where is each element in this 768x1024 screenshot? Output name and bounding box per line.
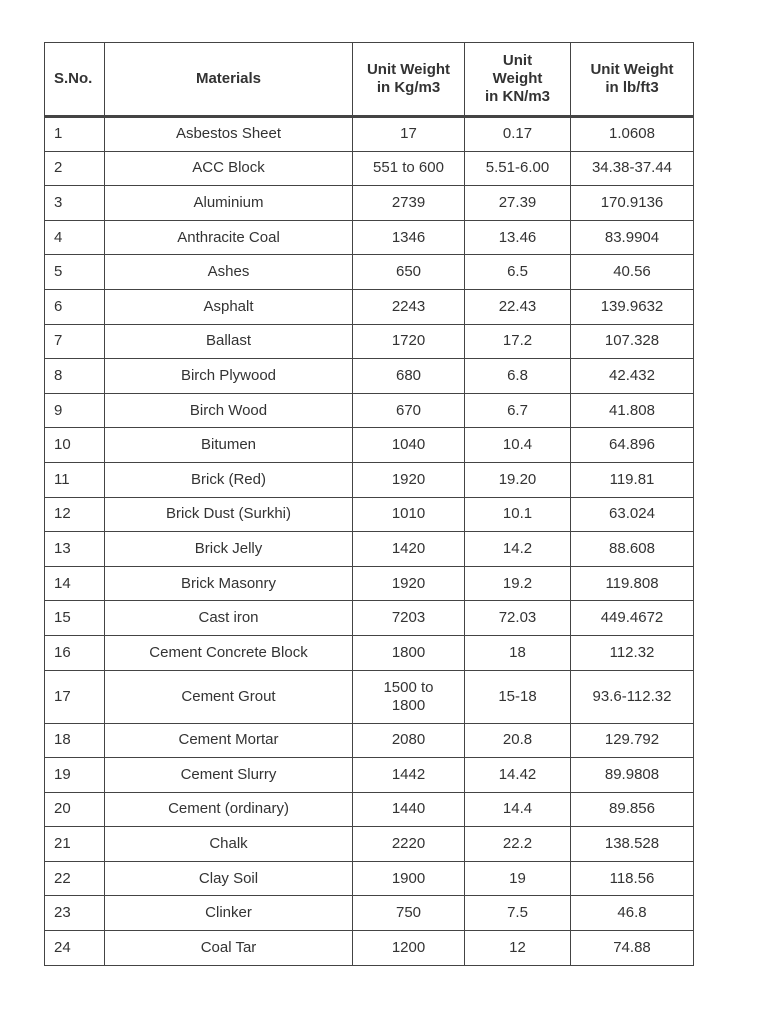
- cell-material: Cement Concrete Block: [105, 635, 353, 670]
- cell-unit-weight-kg-m3: 1800: [353, 635, 465, 670]
- cell-sno: 21: [45, 827, 105, 862]
- table-row: [45, 462, 694, 497]
- table-body: [45, 117, 694, 966]
- cell-sno: 15: [45, 601, 105, 636]
- cell-unit-weight-lb-ft3: 40.56: [571, 255, 694, 290]
- cell-unit-weight-kg-m3: 551 to 600: [353, 151, 465, 186]
- table-row: [45, 931, 694, 966]
- cell-unit-weight-kg-m3: 750: [353, 896, 465, 931]
- cell-unit-weight-kg-m3: 1040: [353, 428, 465, 463]
- cell-unit-weight-kn-m3: 15-18: [465, 670, 571, 723]
- cell-sno: 12: [45, 497, 105, 532]
- cell-unit-weight-kg-m3: 1720: [353, 324, 465, 359]
- cell-unit-weight-kg-m3: 1920: [353, 462, 465, 497]
- cell-sno: 24: [45, 931, 105, 966]
- cell-unit-weight-kn-m3: 14.2: [465, 532, 571, 567]
- cell-unit-weight-kg-m3: 1440: [353, 792, 465, 827]
- cell-unit-weight-kg-m3: 1010: [353, 497, 465, 532]
- cell-material: Ashes: [105, 255, 353, 290]
- cell-sno: 4: [45, 220, 105, 255]
- cell-unit-weight-lb-ft3: 88.608: [571, 532, 694, 567]
- table-row: [45, 186, 694, 221]
- table-row: [45, 428, 694, 463]
- cell-unit-weight-lb-ft3: 119.808: [571, 566, 694, 601]
- cell-material: Anthracite Coal: [105, 220, 353, 255]
- cell-unit-weight-kg-m3: 2739: [353, 186, 465, 221]
- cell-sno: 16: [45, 635, 105, 670]
- cell-unit-weight-kn-m3: 6.8: [465, 359, 571, 394]
- cell-unit-weight-kn-m3: 6.7: [465, 393, 571, 428]
- cell-unit-weight-kg-m3: 1420: [353, 532, 465, 567]
- table-row: [45, 861, 694, 896]
- cell-unit-weight-lb-ft3: 112.32: [571, 635, 694, 670]
- cell-unit-weight-lb-ft3: 83.9904: [571, 220, 694, 255]
- cell-unit-weight-kn-m3: 17.2: [465, 324, 571, 359]
- table-row: [45, 896, 694, 931]
- cell-unit-weight-kg-m3: 2080: [353, 723, 465, 758]
- cell-unit-weight-lb-ft3: 129.792: [571, 723, 694, 758]
- cell-sno: 17: [45, 670, 105, 723]
- cell-unit-weight-kn-m3: 7.5: [465, 896, 571, 931]
- cell-material: Brick Masonry: [105, 566, 353, 601]
- header-materials: Materials: [105, 43, 353, 117]
- table-row: [45, 601, 694, 636]
- table-row: [45, 723, 694, 758]
- cell-unit-weight-kg-m3: 680: [353, 359, 465, 394]
- cell-sno: 8: [45, 359, 105, 394]
- cell-material: ACC Block: [105, 151, 353, 186]
- cell-unit-weight-kn-m3: 22.43: [465, 289, 571, 324]
- cell-sno: 3: [45, 186, 105, 221]
- cell-sno: 5: [45, 255, 105, 290]
- cell-unit-weight-kg-m3: 650: [353, 255, 465, 290]
- header-sno: S.No.: [45, 43, 105, 117]
- header-unit-weight-lb-ft3: Unit Weight in lb/ft3: [571, 43, 694, 117]
- cell-unit-weight-kg-m3: 1500 to 1800: [353, 670, 465, 723]
- cell-unit-weight-lb-ft3: 170.9136: [571, 186, 694, 221]
- cell-unit-weight-kn-m3: 14.4: [465, 792, 571, 827]
- table-row: [45, 220, 694, 255]
- cell-unit-weight-lb-ft3: 118.56: [571, 861, 694, 896]
- cell-material: Birch Plywood: [105, 359, 353, 394]
- cell-unit-weight-kg-m3: 7203: [353, 601, 465, 636]
- cell-sno: 19: [45, 758, 105, 793]
- cell-sno: 18: [45, 723, 105, 758]
- cell-sno: 10: [45, 428, 105, 463]
- cell-unit-weight-kg-m3: 670: [353, 393, 465, 428]
- cell-unit-weight-kg-m3: 1200: [353, 931, 465, 966]
- cell-unit-weight-kg-m3: 1900: [353, 861, 465, 896]
- cell-unit-weight-lb-ft3: 74.88: [571, 931, 694, 966]
- cell-unit-weight-kg-m3: 1920: [353, 566, 465, 601]
- cell-material: Chalk: [105, 827, 353, 862]
- table-row: [45, 497, 694, 532]
- cell-unit-weight-kn-m3: 10.1: [465, 497, 571, 532]
- cell-material: Bitumen: [105, 428, 353, 463]
- table-row: [45, 117, 694, 152]
- table-row: [45, 670, 694, 723]
- cell-unit-weight-kn-m3: 19.20: [465, 462, 571, 497]
- cell-material: Cement Slurry: [105, 758, 353, 793]
- cell-unit-weight-kn-m3: 22.2: [465, 827, 571, 862]
- cell-unit-weight-lb-ft3: 139.9632: [571, 289, 694, 324]
- cell-material: Brick Jelly: [105, 532, 353, 567]
- cell-unit-weight-lb-ft3: 1.0608: [571, 117, 694, 152]
- unit-weight-table: [44, 42, 694, 966]
- cell-unit-weight-lb-ft3: 89.9808: [571, 758, 694, 793]
- table-row: [45, 758, 694, 793]
- cell-unit-weight-kn-m3: 20.8: [465, 723, 571, 758]
- cell-unit-weight-lb-ft3: 119.81: [571, 462, 694, 497]
- cell-material: Cement (ordinary): [105, 792, 353, 827]
- cell-sno: 9: [45, 393, 105, 428]
- cell-unit-weight-kg-m3: 17: [353, 117, 465, 152]
- cell-material: Clinker: [105, 896, 353, 931]
- cell-unit-weight-kn-m3: 19.2: [465, 566, 571, 601]
- cell-sno: 20: [45, 792, 105, 827]
- cell-unit-weight-kn-m3: 14.42: [465, 758, 571, 793]
- cell-sno: 6: [45, 289, 105, 324]
- table-row: [45, 827, 694, 862]
- cell-material: Cast iron: [105, 601, 353, 636]
- cell-material: Asphalt: [105, 289, 353, 324]
- header-row: [45, 43, 694, 117]
- cell-unit-weight-lb-ft3: 41.808: [571, 393, 694, 428]
- cell-sno: 11: [45, 462, 105, 497]
- cell-material: Asbestos Sheet: [105, 117, 353, 152]
- table-row: [45, 289, 694, 324]
- cell-unit-weight-lb-ft3: 107.328: [571, 324, 694, 359]
- cell-unit-weight-lb-ft3: 89.856: [571, 792, 694, 827]
- table-row: [45, 393, 694, 428]
- cell-unit-weight-lb-ft3: 64.896: [571, 428, 694, 463]
- cell-unit-weight-kn-m3: 12: [465, 931, 571, 966]
- cell-unit-weight-lb-ft3: 42.432: [571, 359, 694, 394]
- cell-material: Brick Dust (Surkhi): [105, 497, 353, 532]
- table-row: [45, 635, 694, 670]
- cell-material: Cement Mortar: [105, 723, 353, 758]
- cell-unit-weight-lb-ft3: 93.6-112.32: [571, 670, 694, 723]
- cell-sno: 14: [45, 566, 105, 601]
- cell-unit-weight-lb-ft3: 34.38-37.44: [571, 151, 694, 186]
- cell-material: Birch Wood: [105, 393, 353, 428]
- header-unit-weight-kn-m3: Unit Weight in KN/m3: [465, 43, 571, 117]
- cell-material: Coal Tar: [105, 931, 353, 966]
- cell-sno: 7: [45, 324, 105, 359]
- cell-material: Ballast: [105, 324, 353, 359]
- cell-material: Cement Grout: [105, 670, 353, 723]
- cell-unit-weight-lb-ft3: 138.528: [571, 827, 694, 862]
- cell-unit-weight-kn-m3: 27.39: [465, 186, 571, 221]
- cell-material: Clay Soil: [105, 861, 353, 896]
- cell-unit-weight-kg-m3: 2243: [353, 289, 465, 324]
- cell-sno: 23: [45, 896, 105, 931]
- table-row: [45, 566, 694, 601]
- cell-unit-weight-kg-m3: 1442: [353, 758, 465, 793]
- cell-unit-weight-lb-ft3: 449.4672: [571, 601, 694, 636]
- cell-sno: 22: [45, 861, 105, 896]
- cell-unit-weight-kn-m3: 19: [465, 861, 571, 896]
- cell-sno: 2: [45, 151, 105, 186]
- cell-sno: 1: [45, 117, 105, 152]
- cell-material: Brick (Red): [105, 462, 353, 497]
- cell-sno: 13: [45, 532, 105, 567]
- cell-unit-weight-lb-ft3: 46.8: [571, 896, 694, 931]
- table-row: [45, 532, 694, 567]
- cell-unit-weight-kg-m3: 2220: [353, 827, 465, 862]
- cell-unit-weight-kn-m3: 72.03: [465, 601, 571, 636]
- cell-unit-weight-kn-m3: 6.5: [465, 255, 571, 290]
- table-row: [45, 324, 694, 359]
- cell-unit-weight-kn-m3: 18: [465, 635, 571, 670]
- table-row: [45, 151, 694, 186]
- table-header: [45, 43, 694, 117]
- header-unit-weight-kg-m3: Unit Weight in Kg/m3: [353, 43, 465, 117]
- table-row: [45, 359, 694, 394]
- cell-unit-weight-lb-ft3: 63.024: [571, 497, 694, 532]
- cell-material: Aluminium: [105, 186, 353, 221]
- table-row: [45, 792, 694, 827]
- cell-unit-weight-kg-m3: 1346: [353, 220, 465, 255]
- cell-unit-weight-kn-m3: 13.46: [465, 220, 571, 255]
- cell-unit-weight-kn-m3: 5.51-6.00: [465, 151, 571, 186]
- cell-unit-weight-kn-m3: 10.4: [465, 428, 571, 463]
- table-row: [45, 255, 694, 290]
- cell-unit-weight-kn-m3: 0.17: [465, 117, 571, 152]
